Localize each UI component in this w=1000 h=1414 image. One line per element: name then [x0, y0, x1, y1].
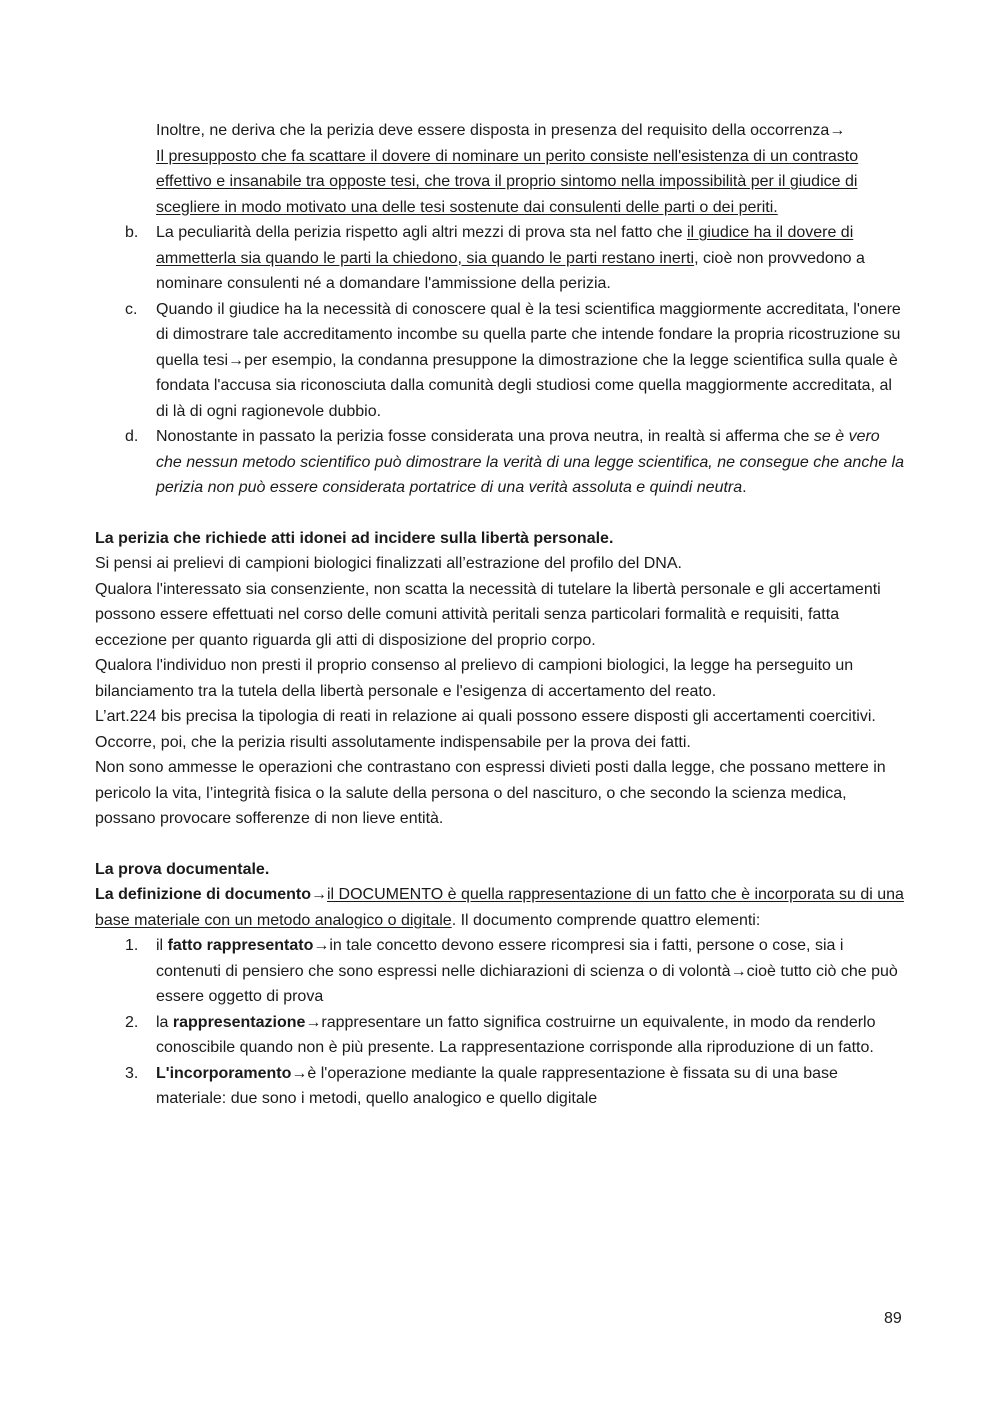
- section-liberta: [95, 526, 907, 832]
- list-marker: b.: [125, 224, 139, 241]
- item-text: Nonostante in passato la perizia fosse considerata una prova neutra, in realtà si afferma che: [156, 428, 814, 445]
- item-underlined-text: il giudice ha il dovere di ammetterla sia quando le parti la chiedono, sia quando le parti restano inerti: [156, 224, 854, 267]
- intro-underlined-text: Il presupposto che fa scattare il dovere di nominare un perito consiste nell'esistenza di un contrasto effettivo e insanabile tra opposte tesi, che trova il proprio sintomo nella impossibilità per il giudice di scegliere in modo motivato una delle tesi sostenute dai consulenti delle parti o dei periti.: [156, 147, 859, 216]
- item-text: rappresentare un fatto significa costruirne un equivalente, in modo da renderlo conoscibile quando non è più presente. La rappresentazione corrisponde alla riproduzione di un fatto.: [156, 1013, 876, 1056]
- paragraph: L’art.224 bis precisa la tipologia di reati in relazione ai quali possono essere disposti gli accertamenti coercitivi. Occorre, poi, che la perizia risulti assolutamente indispensabile per la prova dei fatti.: [95, 708, 876, 751]
- list-marker: d.: [125, 428, 139, 445]
- list-item-c: [95, 297, 907, 425]
- item-prefix: la: [156, 1013, 173, 1031]
- definition-text-end: . Il documento comprende quattro elementi:: [451, 911, 761, 929]
- paragraph: Qualora l'individuo non presti il proprio consenso al prelievo di campioni biologici, la legge ha perseguito un bilanciamento tra la tutela della libertà personale e l'esigenza di accertamento del reato.: [95, 657, 854, 700]
- arrow-icon: →: [313, 937, 330, 954]
- spacer: [95, 832, 907, 857]
- definition-paragraph: [95, 882, 907, 933]
- definition-underlined-text: il DOCUMENTO è quella rappresentazione di un fatto che è incorporata su di una base materiale con un metodo analogico o digitale: [95, 886, 904, 929]
- numbered-item-2: [95, 1010, 907, 1061]
- paragraph: Qualora l'interessato sia consenziente, non scatta la necessità di tutelare la libertà personale e gli accertamenti possono essere effettuati nel corso delle comuni attività peritali senza particolari formalità e requisiti, fatta eccezione per quanto riguarda gli atti di disposizione del proprio corpo.: [95, 580, 881, 649]
- intro-paragraph: [95, 118, 907, 220]
- list-marker: 1.: [125, 937, 139, 954]
- list-item-b: [95, 220, 907, 297]
- arrow-icon: →: [311, 886, 327, 903]
- arrow-icon: →: [305, 1013, 322, 1031]
- item-term: L'incorporamento: [156, 1064, 292, 1082]
- section-heading: La prova documentale.: [95, 860, 270, 878]
- arrow-icon: →: [730, 962, 747, 980]
- page-content: [95, 118, 907, 1112]
- intro-text: Inoltre, ne deriva che la perizia deve essere disposta in presenza del requisito della occorrenza: [156, 122, 830, 139]
- list-marker: 2.: [125, 1013, 139, 1031]
- item-text: in tale concetto devono essere ricompresi sia i fatti, persone o cose, sia i contenuti di pensiero che sono espressi nelle dichiarazioni di scienza o di volontà: [156, 937, 844, 980]
- arrow-icon: →: [228, 351, 245, 369]
- spacer: [95, 501, 907, 526]
- list-item-d: [95, 424, 907, 501]
- item-text: Quando il giudice ha la necessità di conoscere qual è la tesi scientifica maggiormente accreditata, l'onere di dimostrare tale accreditamento incombe su quella parte che intende fondare la propria ricostruzione su quella tesi: [156, 300, 901, 369]
- item-prefix: il: [156, 937, 168, 954]
- item-term: fatto rappresentato: [167, 937, 314, 954]
- section-documentale: [95, 857, 907, 1112]
- item-text: è l'operazione mediante la quale rappresentazione è fissata su di una base materiale: due sono i metodi, quello analogico e quello digitale: [156, 1064, 838, 1107]
- page-number: 89: [884, 1310, 902, 1327]
- item-text-end: cioè tutto ciò che può essere oggetto di prova: [156, 962, 898, 1005]
- list-marker: 3.: [125, 1064, 139, 1082]
- definition-label: La definizione di documento: [95, 886, 311, 903]
- item-italic-text: se è vero che nessun metodo scientifico può dimostrare la verità di una legge scientifica, ne consegue che anche la perizia non può essere considerata portatrice di una verità assoluta e quindi neutra: [156, 428, 905, 496]
- item-text-end: per esempio, la condanna presuppone la dimostrazione che la legge scientifica sulla quale è fondata l'accusa sia riconosciuta dalla comunità degli studiosi come quella maggiormente accreditata, al di là di ogni ragionevole dubbio.: [156, 351, 898, 420]
- paragraph: Si pensi ai prelievi di campioni biologici finalizzati all’estrazione del profilo del DNA.: [95, 555, 682, 572]
- section-heading: La perizia che richiede atti idonei ad incidere sulla libertà personale.: [95, 529, 614, 547]
- arrow-icon: →: [829, 122, 846, 139]
- item-term: rappresentazione: [172, 1013, 306, 1031]
- arrow-icon: →: [291, 1064, 308, 1082]
- item-text-end: .: [742, 479, 747, 496]
- paragraph: Non sono ammesse le operazioni che contrastano con espressi divieti posti dalla legge, che possano mettere in pericolo la vita, l’integrità fisica o la salute della persona o del nascituro, o che secondo la scienza medica, possano provocare sofferenze di non lieve entità.: [95, 759, 886, 827]
- numbered-item-3: [95, 1061, 907, 1112]
- numbered-item-1: [95, 933, 907, 1010]
- item-text-end: , cioè non provvedono a nominare consulenti né a domandare l'ammissione della perizia.: [156, 249, 865, 292]
- list-marker: c.: [125, 300, 138, 318]
- item-text: La peculiarità della perizia rispetto agli altri mezzi di prova sta nel fatto che: [156, 224, 687, 241]
